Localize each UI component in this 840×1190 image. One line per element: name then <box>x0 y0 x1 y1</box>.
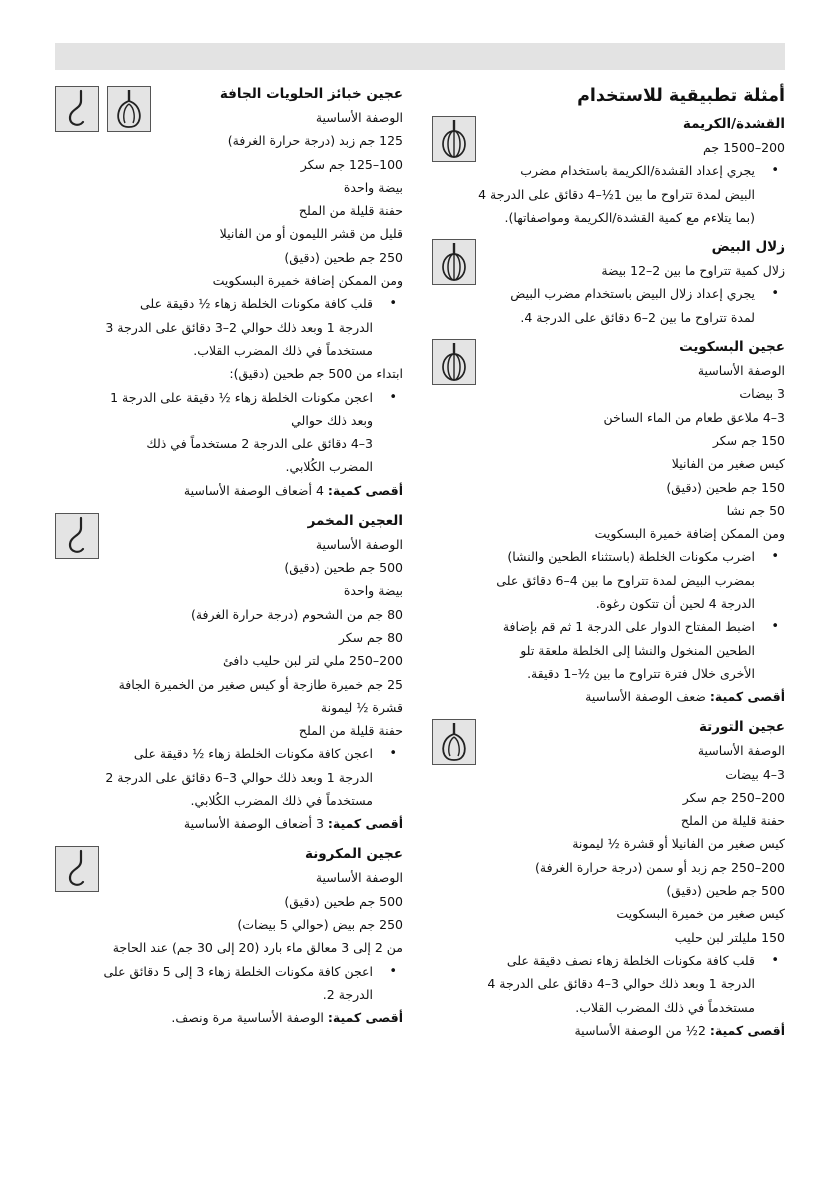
ingredient: بيضة واحدة <box>343 179 403 195</box>
icon-group <box>432 719 476 765</box>
instruction-line: مستخدماً في ذلك المضرب القلاب. <box>575 999 755 1015</box>
ingredient: ومن الممكن إضافة خميرة البسكويت <box>594 526 785 542</box>
instruction-list <box>432 282 785 329</box>
note: ابتداء من 500 جم طحين (دقيق): <box>229 366 403 382</box>
section-yeast <box>55 509 403 837</box>
section-sponge <box>432 335 785 709</box>
instruction-list <box>55 292 403 362</box>
ingredient: ومن الممكن إضافة خميرة البسكويت <box>212 273 403 289</box>
ingredient: كيس صغير من الفانيلا أو قشرة ½ ليمونة <box>572 836 785 852</box>
instruction-line: • قلب كافة مكونات الخلطة زهاء نصف دقيقة على <box>506 952 755 968</box>
icon-group <box>432 239 476 285</box>
instruction-line: (بما يتلاءم مع كمية القشدة/الكريمة ومواصفاتها). <box>504 209 755 225</box>
max-quantity-value: 3 أضعاف الوصفة الأساسية <box>183 816 324 832</box>
dough-hook-icon <box>55 86 99 132</box>
instruction-item <box>432 282 785 329</box>
dough-hook-icon <box>55 513 99 559</box>
ingredient: 200–250 جم زبد أو سمن (درجة حرارة الغرفة) <box>535 859 785 875</box>
instruction-line: • اضبط المفتاح الدوار على الدرجة 1 ثم قم بإضافة <box>502 619 755 635</box>
instruction-list <box>55 960 403 1007</box>
ingredient: 200–250 ملي لتر لبن حليب دافئ <box>222 653 403 669</box>
section-torte <box>432 715 785 1043</box>
left-column <box>55 82 403 1036</box>
max-quantity <box>55 812 403 836</box>
right-column <box>432 82 785 1049</box>
instruction-line: الطحين المنخول والنشا إلى الخلطة ملعقة تلو <box>520 642 755 658</box>
instruction-item <box>55 386 403 433</box>
instruction-line: 3–4 دقائق على الدرجة 2 مستخدماً في ذلك <box>146 436 373 452</box>
section-pasta <box>55 842 403 1030</box>
ingredient: الوصفة الأساسية <box>315 870 403 886</box>
ingredient: قشرة ½ ليمونة <box>320 699 403 715</box>
instruction-line: • اعجن كافة مكونات الخلطة زهاء 3 إلى 5 دقائق على <box>103 963 373 979</box>
max-quantity-label: أقصى كمية: <box>709 689 785 705</box>
dough-hook-icon <box>55 846 99 892</box>
max-quantity <box>432 685 785 709</box>
whisk-icon <box>432 239 476 285</box>
ingredient: 500 جم طحين (دقيق) <box>666 883 785 899</box>
max-quantity-label: أقصى كمية: <box>327 816 403 832</box>
header-bar <box>55 43 785 70</box>
ingredient: 150 مليلتر لبن حليب <box>674 929 785 945</box>
ingredient: الوصفة الأساسية <box>315 110 403 125</box>
max-quantity-value: الوصفة الأساسية مرة ونصف. <box>171 1010 324 1026</box>
icon-group <box>55 513 99 559</box>
ingredient: 25 جم خميرة طازجة أو كيس صغير من الخميرة الجافة <box>118 676 403 692</box>
instruction-line: الدرجة 1 وبعد ذلك حوالي 3–4 دقائق على الدرجة 4 <box>487 976 755 992</box>
ingredient: 125 جم زبد (درجة حرارة الغرفة) <box>227 133 403 149</box>
ingredient: الوصفة الأساسية <box>315 536 403 552</box>
ingredient: كيس صغير من الفانيلا <box>671 456 785 472</box>
instruction-line: وبعد ذلك حوالي <box>291 412 373 428</box>
ingredient: 100–125 جم سكر <box>300 156 403 172</box>
section-heading: عجين التورتة <box>698 719 785 736</box>
section-heading: العجين المخمر <box>307 512 403 529</box>
max-quantity <box>432 1019 785 1043</box>
instruction-list <box>55 386 403 433</box>
max-quantity-label: أقصى كمية: <box>327 482 403 498</box>
instruction-list <box>432 159 785 229</box>
ingredient: الوصفة الأساسية <box>697 363 785 379</box>
ingredient: زلال كمية تتراوح ما بين 2–12 بيضة <box>601 263 785 279</box>
max-quantity <box>55 1006 403 1030</box>
ingredient: حفنة قليلة من الملح <box>298 723 403 739</box>
icon-group <box>432 116 476 162</box>
instruction-line: • اعجن مكونات الخلطة زهاء ½ دقيقة على الدرجة 1 <box>110 389 373 405</box>
max-quantity-value: 4 أضعاف الوصفة الأساسية <box>183 482 324 498</box>
flat-beater-icon <box>432 719 476 765</box>
page-title: أمثلة تطبيقية للاستخدام <box>577 86 785 106</box>
icon-group <box>432 339 476 385</box>
instruction-line: • يجري إعداد زلال البيض باستخدام مضرب البيض <box>510 286 755 302</box>
ingredient: 150 جم طحين (دقيق) <box>666 479 785 495</box>
max-quantity-label: أقصى كمية: <box>327 1010 403 1026</box>
section-shortcrust <box>55 82 403 503</box>
section-cream <box>432 112 785 229</box>
instruction-list <box>55 742 403 812</box>
instruction-line: الدرجة 1 وبعد ذلك حوالي 3–6 دقائق على الدرجة 2 <box>105 769 373 785</box>
instruction-list <box>432 545 785 685</box>
instruction-item <box>432 615 785 685</box>
instruction-line: الدرجة 1 وبعد ذلك حوالي 2–3 دقائق على الدرجة 3 <box>105 319 373 335</box>
ingredient: 3–4 ملاعق طعام من الماء الساخن <box>603 409 785 425</box>
instruction-item <box>432 159 785 229</box>
ingredient: من 2 إلى 3 معالق ماء بارد (20 إلى 30 جم) عند الحاجة <box>112 940 403 956</box>
ingredient: 200–1500 جم <box>703 140 785 155</box>
ingredient: بيضة واحدة <box>343 583 403 599</box>
instruction-item <box>432 949 785 1019</box>
section-heading: عجين خبائز الحلويات الجافة <box>219 86 403 102</box>
instruction-line: البيض لمدة تتراوح ما بين 1½–4 دقائق على الدرجة 4 <box>478 186 755 202</box>
max-quantity-label: أقصى كمية: <box>709 1022 785 1038</box>
instruction-line: • اعجن كافة مكونات الخلطة زهاء ½ دقيقة على <box>133 746 373 762</box>
ingredient: 80 جم سكر <box>338 629 403 645</box>
instruction-list <box>432 949 785 1019</box>
max-quantity-value: 2½ من الوصفة الأساسية <box>574 1022 706 1038</box>
section-heading: عجين البسكويت <box>679 339 785 356</box>
instruction-line: • يجري إعداد القشدة/الكريمة باستخدام مضرب <box>520 163 755 179</box>
max-quantity <box>55 479 403 503</box>
instruction-line: المضرب الكُلابي. <box>285 459 373 475</box>
instruction-continuation <box>55 432 403 479</box>
section-eggwhite <box>432 235 785 329</box>
ingredient: 500 جم طحين (دقيق) <box>284 893 403 909</box>
ingredient: 3 بيضات <box>739 386 785 402</box>
section-heading: عجين المكرونة <box>305 846 403 863</box>
instruction-item <box>55 292 403 362</box>
icon-group <box>55 86 151 132</box>
instruction-line: الدرجة 2. <box>322 986 373 1002</box>
section-heading: القشدة/الكريمة <box>682 116 785 132</box>
icon-group <box>55 846 99 892</box>
instruction-line: • قلب كافة مكونات الخلطة زهاء ½ دقيقة على <box>140 296 373 312</box>
ingredient: الوصفة الأساسية <box>697 743 785 759</box>
instruction-line: بمضرب البيض لمدة تتراوح ما بين 4–6 دقائق على <box>496 572 755 588</box>
instruction-line: • اضرب مكونات الخلطة (باستثناء الطحين والنشا) <box>507 549 755 565</box>
instruction-line: لمدة تتراوح ما بين 2–6 دقائق على الدرجة 4. <box>520 309 755 325</box>
ingredient: كيس صغير من خميرة البسكويت <box>616 906 785 922</box>
ingredient: 80 جم من الشحوم (درجة حرارة الغرفة) <box>190 606 403 622</box>
ingredient: 250 جم بيض (حوالي 5 بيضات) <box>237 916 403 932</box>
instruction-line: مستخدماً في ذلك المضرب الكُلابي. <box>190 793 373 809</box>
ingredient: 250 جم طحين (دقيق) <box>284 249 403 265</box>
ingredient: 3–4 بيضات <box>725 766 785 782</box>
ingredient: حفنة قليلة من الملح <box>680 813 785 829</box>
whisk-icon <box>432 339 476 385</box>
instruction-item <box>55 960 403 1007</box>
ingredient: 200–250 جم سكر <box>682 789 785 805</box>
ingredient: 50 جم نشا <box>726 502 785 518</box>
instruction-line: الدرجة 4 لحين أن تتكون رغوة. <box>595 596 755 612</box>
whisk-icon <box>432 116 476 162</box>
flat-beater-icon <box>107 86 151 132</box>
instruction-line: مستخدماً في ذلك المضرب القلاب. <box>193 342 373 358</box>
max-quantity-value: ضعف الوصفة الأساسية <box>585 689 706 705</box>
ingredient: 500 جم طحين (دقيق) <box>284 560 403 576</box>
section-heading: زلال البيض <box>711 239 785 256</box>
instruction-item <box>432 545 785 615</box>
instruction-line: الأخرى خلال فترة تتراوح ما بين ½–1 دقيقة. <box>527 665 755 681</box>
instruction-item <box>55 742 403 812</box>
ingredient: 150 جم سكر <box>712 432 785 448</box>
ingredient: حفنة قليلة من الملح <box>298 203 403 219</box>
ingredient: قليل من قشر الليمون أو من الفانيلا <box>219 226 403 242</box>
